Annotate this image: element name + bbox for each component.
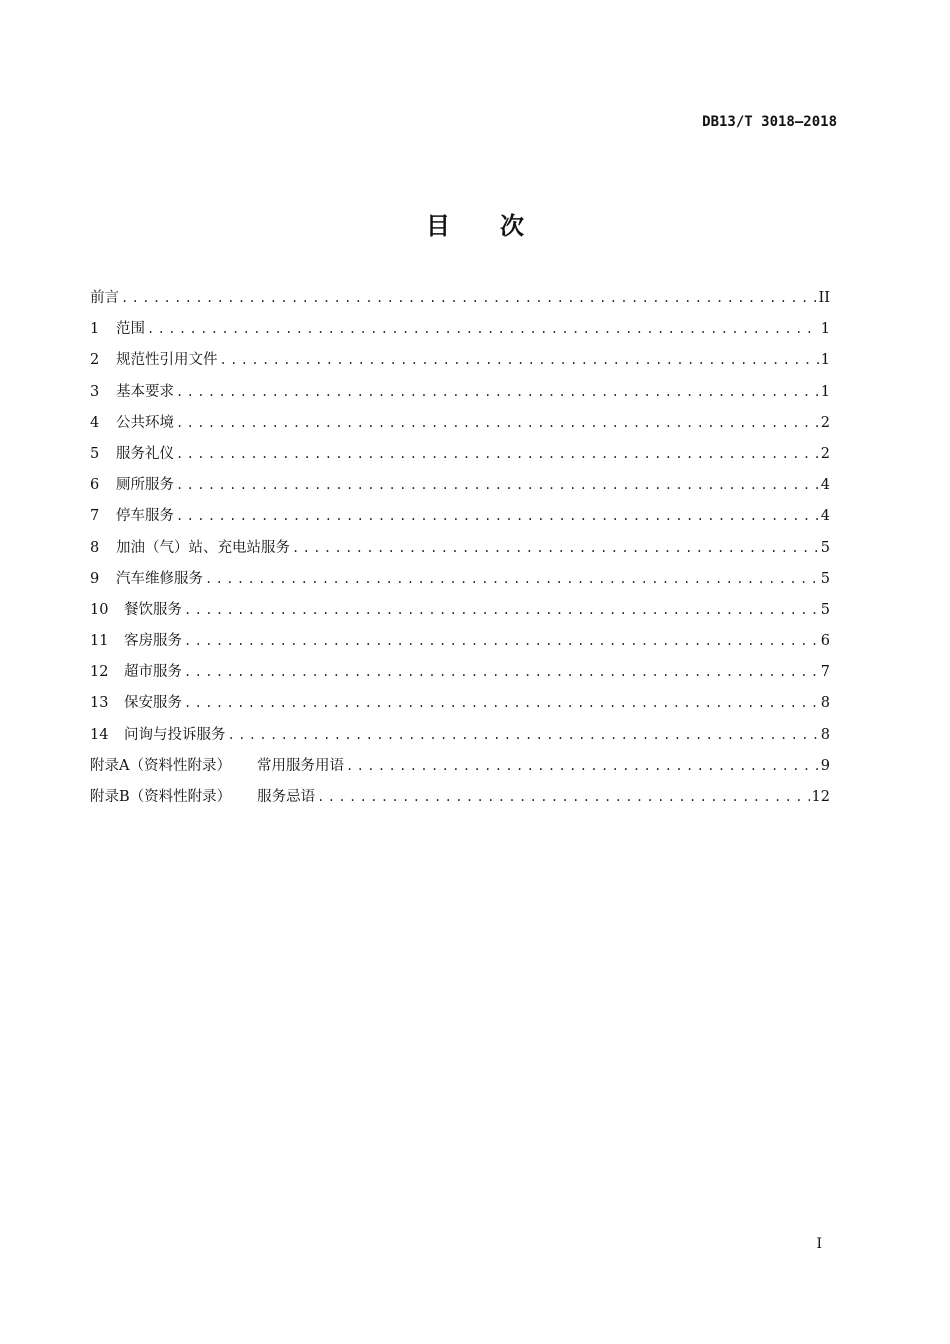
toc-page-number: 5 <box>820 570 830 587</box>
title-char-2: 次 <box>500 212 524 240</box>
standard-code: DB13/T 3018—2018 <box>702 114 837 130</box>
toc-entry-label: 加油（气）站、充电站服务 <box>116 539 290 556</box>
toc-dot-leader <box>184 660 819 684</box>
toc-dot-leader <box>176 411 819 435</box>
toc-entry-number: 5 <box>90 445 100 462</box>
toc-entry-label <box>90 785 315 809</box>
toc-entry-number: 6 <box>90 477 100 494</box>
page-title <box>0 206 950 241</box>
toc-entry-7[interactable] <box>90 504 830 535</box>
toc-entry-number: 1 <box>90 321 100 338</box>
toc-page-number: 5 <box>820 601 830 618</box>
toc-page-number: 2 <box>820 445 830 462</box>
toc-entry-label: 范围 <box>116 321 145 338</box>
toc-dot-leader <box>220 348 819 372</box>
toc-page-number: 12 <box>811 789 830 805</box>
toc-entry-label <box>90 754 344 778</box>
toc-dot-leader <box>292 536 819 560</box>
toc-entry-number: 8 <box>90 539 100 556</box>
appendix-title: 常用服务用语 <box>256 757 344 774</box>
appendix-title: 服务忌语 <box>257 789 316 805</box>
toc-page-number: 6 <box>820 633 830 650</box>
toc-entry-11[interactable] <box>90 629 830 660</box>
toc-page-number: 4 <box>820 477 830 494</box>
toc-dot-leader <box>184 598 819 622</box>
toc-page-number: 1 <box>820 383 830 400</box>
toc-page-number: 8 <box>820 726 830 743</box>
toc-entry-number: 13 <box>90 695 109 712</box>
appendix-designation: 附录B（资料性附录） <box>90 789 232 805</box>
toc-page-number: 1 <box>820 321 830 338</box>
toc-entry-label: 餐饮服务 <box>124 601 182 618</box>
toc-entry-label: 超市服务 <box>124 664 182 681</box>
toc-dot-leader <box>346 754 819 778</box>
toc-entry-13[interactable] <box>90 691 830 722</box>
toc-entry-label: 前言 <box>90 290 119 306</box>
table-of-contents <box>90 286 830 816</box>
toc-entry-14[interactable] <box>90 723 830 754</box>
toc-entry-label: 厕所服务 <box>116 477 174 494</box>
toc-dot-leader <box>176 473 819 497</box>
toc-entry-label: 服务礼仪 <box>116 445 174 462</box>
toc-dot-leader <box>317 785 809 809</box>
toc-entry-label: 问询与投诉服务 <box>124 726 226 743</box>
page-number-footer: I <box>816 1236 822 1252</box>
toc-entry-2[interactable] <box>90 348 830 379</box>
toc-dot-leader <box>184 629 819 653</box>
toc-dot-leader <box>176 504 819 528</box>
toc-page-number: II <box>818 290 830 306</box>
toc-entry-number: 12 <box>90 664 109 681</box>
toc-entry-4[interactable] <box>90 411 830 442</box>
toc-dot-leader <box>228 723 819 747</box>
toc-entry-number: 4 <box>90 414 100 431</box>
toc-entry-3[interactable] <box>90 380 830 411</box>
toc-entry-number: 7 <box>90 508 100 525</box>
toc-entry-appendix-b[interactable] <box>90 785 830 816</box>
toc-dot-leader <box>205 567 819 591</box>
toc-page-number: 9 <box>820 757 830 774</box>
toc-entry-label: 基本要求 <box>116 383 174 400</box>
appendix-designation: 附录A（资料性附录） <box>90 757 231 774</box>
toc-page-number: 1 <box>820 352 830 369</box>
toc-entry-number: 2 <box>90 352 100 369</box>
toc-entry-number: 9 <box>90 570 100 587</box>
toc-entry-number: 3 <box>90 383 100 400</box>
toc-entry-6[interactable] <box>90 473 830 504</box>
toc-entry-number: 10 <box>90 601 109 618</box>
toc-entry-foreword[interactable] <box>90 286 830 317</box>
toc-dot-leader <box>147 317 819 341</box>
toc-page-number: 5 <box>820 539 830 556</box>
toc-dot-leader <box>176 380 819 404</box>
toc-entry-label: 客房服务 <box>124 633 182 650</box>
toc-page-number: 2 <box>820 414 830 431</box>
toc-entry-label: 保安服务 <box>124 695 182 712</box>
toc-entry-10[interactable] <box>90 598 830 629</box>
toc-entry-1[interactable] <box>90 317 830 348</box>
toc-entry-8[interactable] <box>90 536 830 567</box>
toc-dot-leader <box>121 286 817 310</box>
toc-page-number: 8 <box>820 695 830 712</box>
toc-entry-9[interactable] <box>90 567 830 598</box>
toc-entry-label: 公共环境 <box>116 414 174 431</box>
toc-entry-5[interactable] <box>90 442 830 473</box>
toc-entry-number: 11 <box>90 633 109 650</box>
toc-entry-12[interactable] <box>90 660 830 691</box>
title-char-1: 目 <box>426 212 450 240</box>
toc-page-number: 7 <box>820 664 830 681</box>
toc-dot-leader <box>184 691 819 715</box>
toc-entry-label: 规范性引用文件 <box>116 352 218 369</box>
toc-entry-number: 14 <box>90 726 109 743</box>
toc-dot-leader <box>176 442 819 466</box>
toc-entry-label: 停车服务 <box>116 508 174 525</box>
toc-entry-label: 汽车维修服务 <box>116 570 203 587</box>
toc-page-number: 4 <box>820 508 830 525</box>
toc-entry-appendix-a[interactable] <box>90 754 830 785</box>
